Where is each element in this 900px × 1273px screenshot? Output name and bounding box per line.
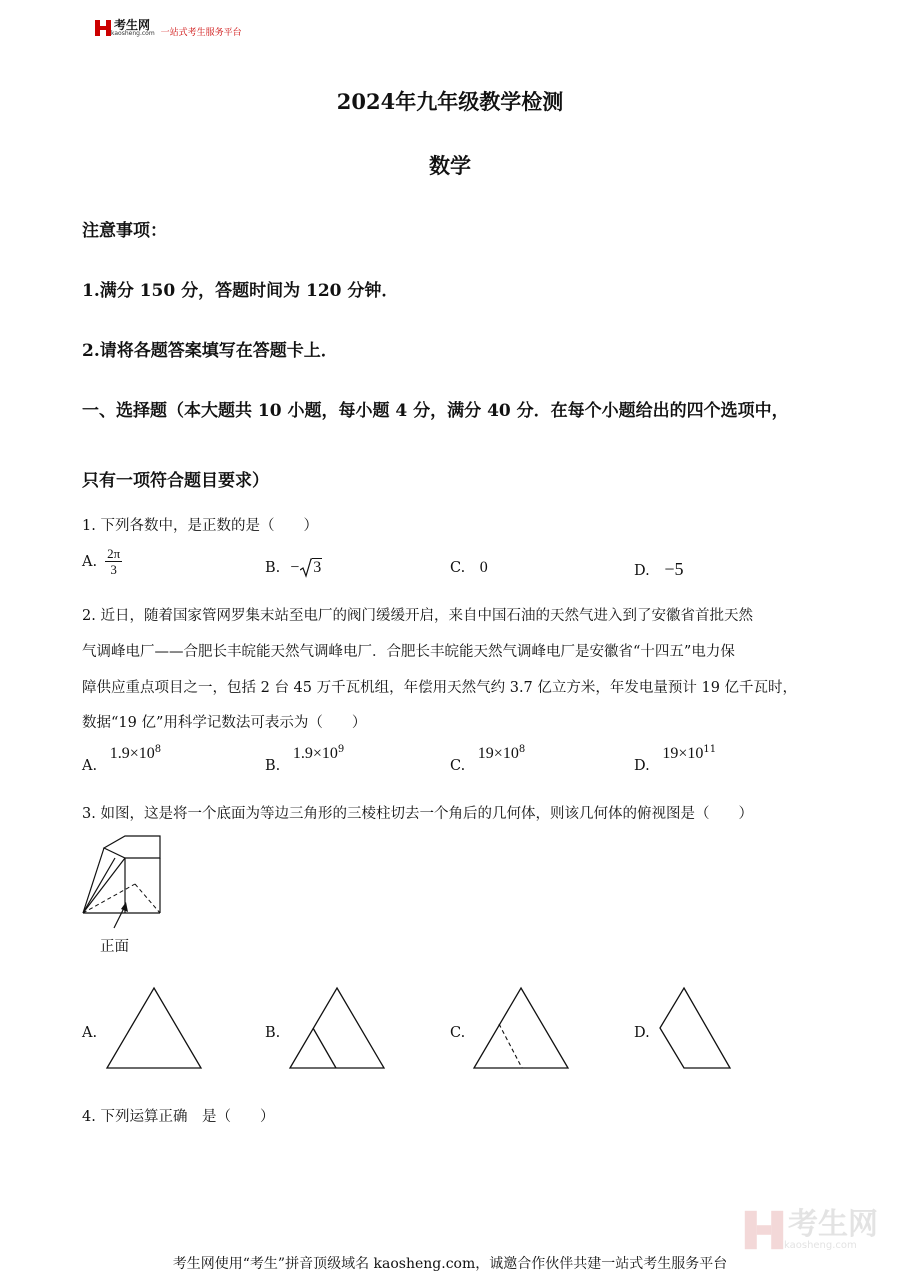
q2-line-1: 2. 近日，随着国家管网罗集末站至电厂的阀门缓缓开启，来自中国石油的天然气进入到了安徽省首批天然 <box>82 608 753 624</box>
fraction-numerator: 2π <box>107 546 121 561</box>
q2-line-4: 数据“19 亿”用科学记数法可表示为（ ） <box>82 715 367 731</box>
watermark-logo-icon <box>744 1206 784 1254</box>
section-heading: 一、选择题（本大题共 10 小题，每小题 4 分，满分 40 分．在每个小题给出的四个选项中， <box>82 401 789 421</box>
option-value: 19×10 <box>477 744 519 762</box>
q2-option-c <box>450 744 526 774</box>
logo-name: 考生网 <box>114 18 151 32</box>
watermark-domain: kaosheng.com <box>784 1239 857 1251</box>
q1-stem: 1. 下列各数中，是正数的是（ ） <box>82 518 318 534</box>
q3-option-b-figure <box>288 986 388 1070</box>
q3-option-a-label: A. <box>82 1025 98 1041</box>
fraction <box>105 546 122 577</box>
q2-option-d <box>634 744 717 774</box>
option-label: A. <box>82 757 98 774</box>
option-exponent: 8 <box>518 744 526 755</box>
q3-option-d-label: D. <box>634 1025 650 1041</box>
q2-option-b <box>265 744 345 774</box>
watermark-text: 考生网 <box>788 1206 878 1242</box>
kaosheng-logo-icon <box>95 18 111 38</box>
watermark <box>744 1206 878 1254</box>
option-label: B. <box>265 560 281 576</box>
front-view-label: 正面 <box>100 939 129 955</box>
q1-option-c <box>450 559 488 577</box>
option-exponent: 11 <box>703 744 717 755</box>
option-value: −5 <box>664 559 684 579</box>
minus-sign: − <box>290 559 300 576</box>
q3-option-b-label: B. <box>265 1025 281 1041</box>
notice-item-1: 1.满分 150 分，答题时间为 120 分钟． <box>82 281 399 301</box>
option-exponent: 8 <box>154 744 162 755</box>
q2-option-a <box>82 744 162 774</box>
option-label: D. <box>634 757 650 774</box>
q3-stem: 3. 如图，这是将一个底面为等边三角形的三棱柱切去一个角后的几何体，则该几何体的俯视图是（ ） <box>82 806 753 822</box>
option-label: D. <box>634 563 650 579</box>
q1-option-a <box>82 546 122 577</box>
q3-option-a-figure <box>105 986 205 1070</box>
q3-option-d-figure <box>658 986 738 1070</box>
notice-item-2: 2.请将各题答案填写在答题卡上． <box>82 341 338 361</box>
option-label: C. <box>450 757 466 774</box>
q1-option-b <box>265 558 322 578</box>
logo-domain: kaosheng.com <box>111 30 155 37</box>
q3-option-c-label: C. <box>450 1025 466 1041</box>
option-value: 1.9×10 <box>109 744 155 762</box>
q3-option-c-figure <box>472 986 572 1070</box>
page-title: 2024年九年级教学检测 <box>336 89 564 114</box>
sqrt-icon <box>300 558 312 578</box>
logo-slogan: 一站式考生服务平台 <box>160 27 242 38</box>
sqrt-radicand: 3 <box>313 558 322 576</box>
subject-title: 数学 <box>429 153 471 178</box>
option-value: 0 <box>479 559 488 576</box>
fraction-denominator: 3 <box>110 562 117 577</box>
option-value: 19×10 <box>662 744 704 762</box>
option-value: 1.9×10 <box>292 744 338 762</box>
option-exponent: 9 <box>337 744 345 755</box>
q2-line-2: 气调峰电厂——合肥长丰皖能天然气调峰电厂．合肥长丰皖能天然气调峰电厂是安徽省“十四五”电力保 <box>82 644 735 660</box>
option-label: A. <box>82 553 98 570</box>
arrow-up-icon <box>110 900 134 930</box>
section-heading-cont: 只有一项符合题目要求） <box>82 471 269 491</box>
q2-line-3: 障供应重点项目之一，包括 2 台 45 万千瓦机组，年偿用天然气约 3.7 亿立方米，年发电量预计 19 亿千瓦时， <box>82 680 798 696</box>
option-label: C. <box>450 560 466 576</box>
q1-option-d <box>634 559 683 580</box>
notice-heading: 注意事项： <box>82 221 167 241</box>
header-logo <box>95 18 242 38</box>
option-label: B. <box>265 757 281 774</box>
page-footer: 考生网使用“考生”拼音顶级域名 kaosheng.com，诚邀合作伙伴共建一站式考生服务平台 <box>172 1256 728 1272</box>
q4-stem: 4. 下列运算正确 是（ ） <box>82 1109 275 1125</box>
